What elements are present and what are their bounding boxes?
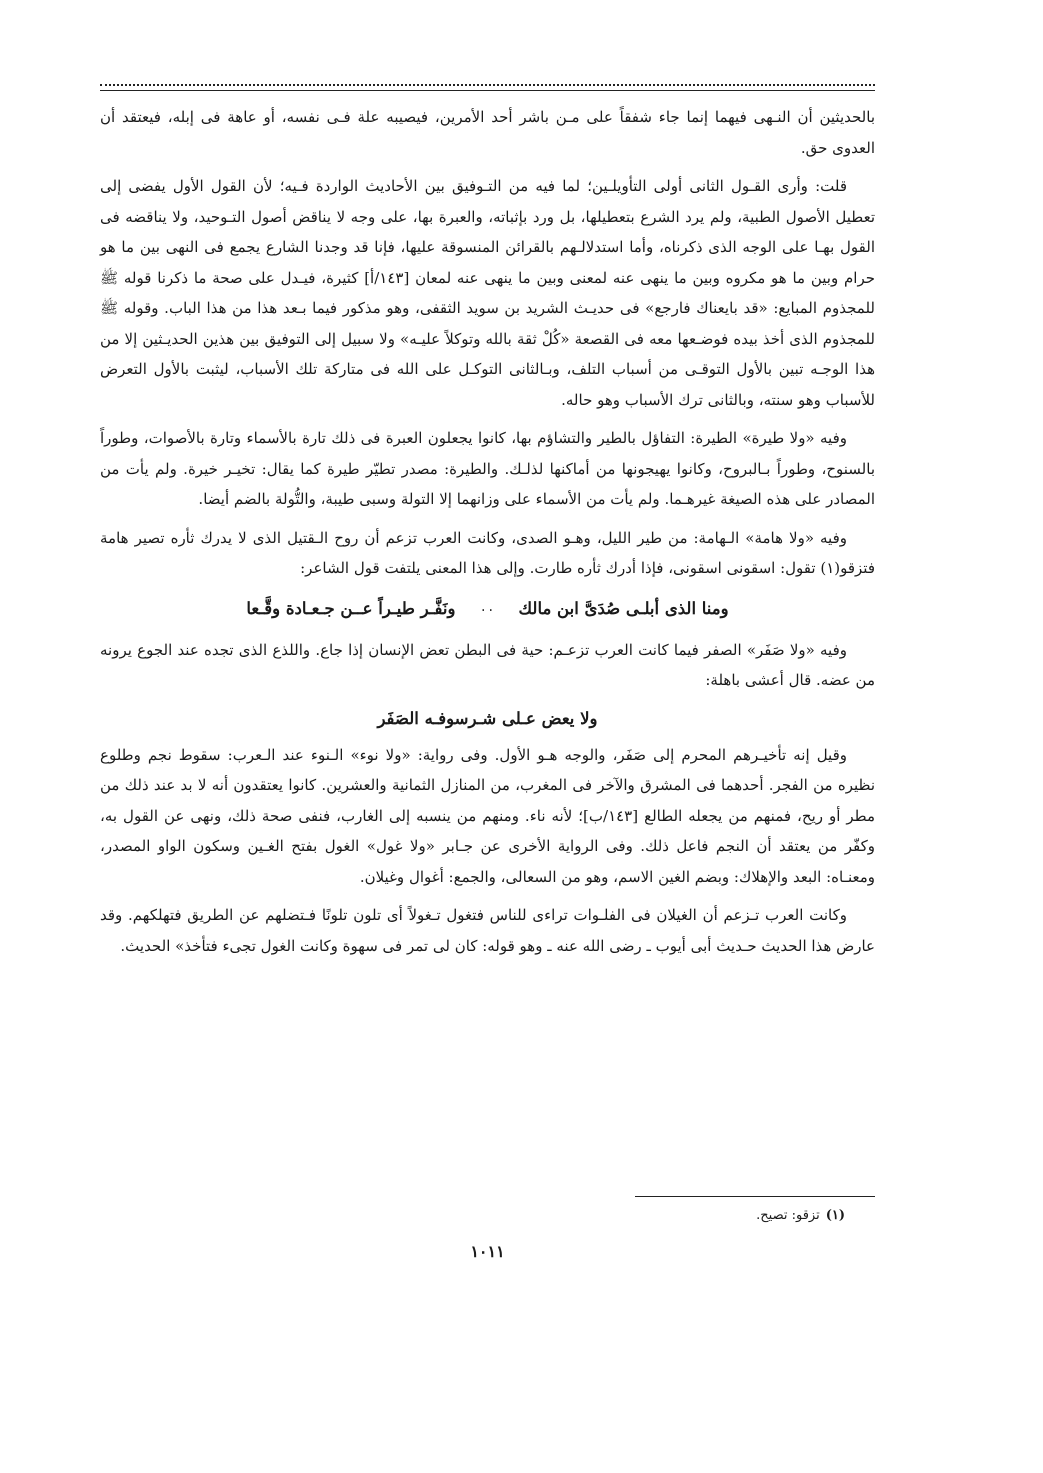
footnote bbox=[756, 1206, 845, 1226]
book-page bbox=[100, 76, 875, 1406]
paragraph-hama: وفيه «ولا هامة» الـهامة: من طير الليل، وهـو الصدى، وكانت العرب تزعم أن روح الـقتيل الذى لا يدرك ثأره تصير هامة فتزقو(١) تقول: اسقونى اسقونى، فإذا أدرك ثأره طارت. وإلى هذا المعنى يلتفت قول الشاعر: bbox=[100, 528, 875, 577]
paragraph-safar: وفيه «ولا صَفَر» الصفر فيما كانت العرب تزعـم: حية فى البطن تعض الإنسان إذا جاع. واللذع الذى تجده عند الجوع يرونه من عضه. قال أعشى باهلة: bbox=[100, 640, 875, 689]
verse-second-hemistich: ونَفَّـر طيـراً عــن جـعـادة وقَّـعا bbox=[246, 598, 456, 618]
header-solid-rule bbox=[100, 90, 875, 91]
paragraph-qultu: قلت: وأرى القـول الثانى أولى التأويلـين؛ لما فيه من التـوفيق بين الأحاديث الواردة فـيه؛ لأن القول الأول يفضى إلى تعطيل الأصول الطبية، ولم يرد الشرع بتعطيلها، بل ورد بإثباته، والعبرة بها، على وجه لا يناقض أصول التـوحيد، ولا يناقضه فى القول بهـا على الوجه الذى ذكرناه، وأما استدلالـهم بالقرائن المنسوقة عليها، فإنا قد وجدنا الشارع يجمع فى النهى بين ما هو حرام وبين ما هو مكروه وبين ما ينهى عنه لمعنى وبين ما ينهى عنه لمعان [١٤٣/أ] كثيرة، فيـدل على صحة ما ذكرنا قوله ﷺ للمجذوم المبايع: «قد بايعناك فارجع» فى حديـث الشريد بن سويد الثقفى، وهو مذكور فيما بـعد هذا من هذا الباب. وقوله ﷺ للمجذوم الذى أخذ بيده فوضـعها معه فى القصعة «كُلْ ثقة بالله وتوكلاً عليـه» ولا سبيل إلى التوفيق بين هذين الحديـثين إلا من هذا الوجـه تبين بالأول التوقـى من أسباب التلف، وبـالثانى التوكـل على الله فى متاركة تلك الأسباب، ليثبت بالأول التعرض للأسباب وهو سنته، وبالثانى ترك الأسباب وهو حاله. bbox=[100, 177, 876, 409]
page-number: ١٠١١ bbox=[470, 1242, 505, 1261]
footnote-text: تزقو: تصيح. bbox=[756, 1208, 820, 1223]
paragraph-naw: وقيل إنه تأخيـرهم المحرم إلى صَفَر، والوجه هـو الأول. وفى رواية: «ولا نوء» الـنوء عند الـعرب: سقوط نجم وطلوع نظيره من الفجر. أحدهما فى المشرق والآخر فى المغرب، من المنازل الثمانية والعشرين. كانوا يعتقدون أنه لا بد عند ذلك من مطر أو ريح، فمنهم من يجعله الطالع [١٤٣/ب]؛ لأنه ناء. ومنهم من ينسبه إلى الغارب، فنفى صحة ذلك، ونهى عن القول به، وكفّر من يعتقد أن النجم فاعل ذلك. وفى الرواية الأخرى عن جـابر «ولا غول» الغول بفتح الغـين وسكون الواو المصدر، ومعنـاه: البعد والإهلاك: وبضم الغين الاسم، وهو من السعالى، والجمع: أغوال وغيلان. bbox=[100, 745, 875, 886]
paragraph-tiyara: وفيه «ولا طيرة» الطيرة: التفاؤل بالطير والتشاؤم بها، كانوا يجعلون العبرة فى ذلك تارة بالأسماء وتارة بالأصوات، وطوراً بالسنوح، وطوراً بـالبروح، وكانوا يهيجونها من أماكنها لذلـك. والطيرة: مصدر تطيّر طيرة كما يقال: تخيـر خيرة. ولم يأت من المصادر على هذه الصيغة غيرهـما. ولم يأت من الأسماء على وزانهما إلا التولة وسبى طيبة، والتُّولة بالضم أيضا. bbox=[100, 429, 875, 508]
verse-separator: ٠٠ bbox=[479, 601, 495, 618]
footnote-marker: (١) bbox=[825, 1208, 845, 1223]
poetry-half-verse: ولا يعض عـلى شـرسوفـه الصَفَر bbox=[377, 708, 598, 728]
verse-first-hemistich: ومنا الذى أبلـى صُدَىَّ ابن مالك bbox=[518, 598, 729, 618]
paragraph-ghilan: وكانت العرب تـزعم أن الغيلان فى الفلـوات تراءى للناس فتغول تـغولاً أى تلون تلونًا فـتضلهم عن الطريق فتهلكهم. وقد عارض هذا الحديث حـديث أبى أيوب ـ رضى الله عنه ـ وهو قوله: كان لى تمر فى سهوة وكانت الغول تجىء فتأخذ» الحديث. bbox=[100, 906, 875, 955]
body-text bbox=[100, 102, 875, 969]
paragraph-continuation: بالحديثين أن النـهى فيهما إنما جاء شفقاً على مـن باشر أحد الأمرين، فيصيبه علة فـى نفسه، أو عاهة فى إبله، فيعتقد أن العدوى حق. bbox=[100, 108, 875, 157]
footnote-rule bbox=[635, 1196, 875, 1197]
header-dotted-rule bbox=[100, 84, 875, 86]
poetry-verse bbox=[100, 594, 875, 625]
